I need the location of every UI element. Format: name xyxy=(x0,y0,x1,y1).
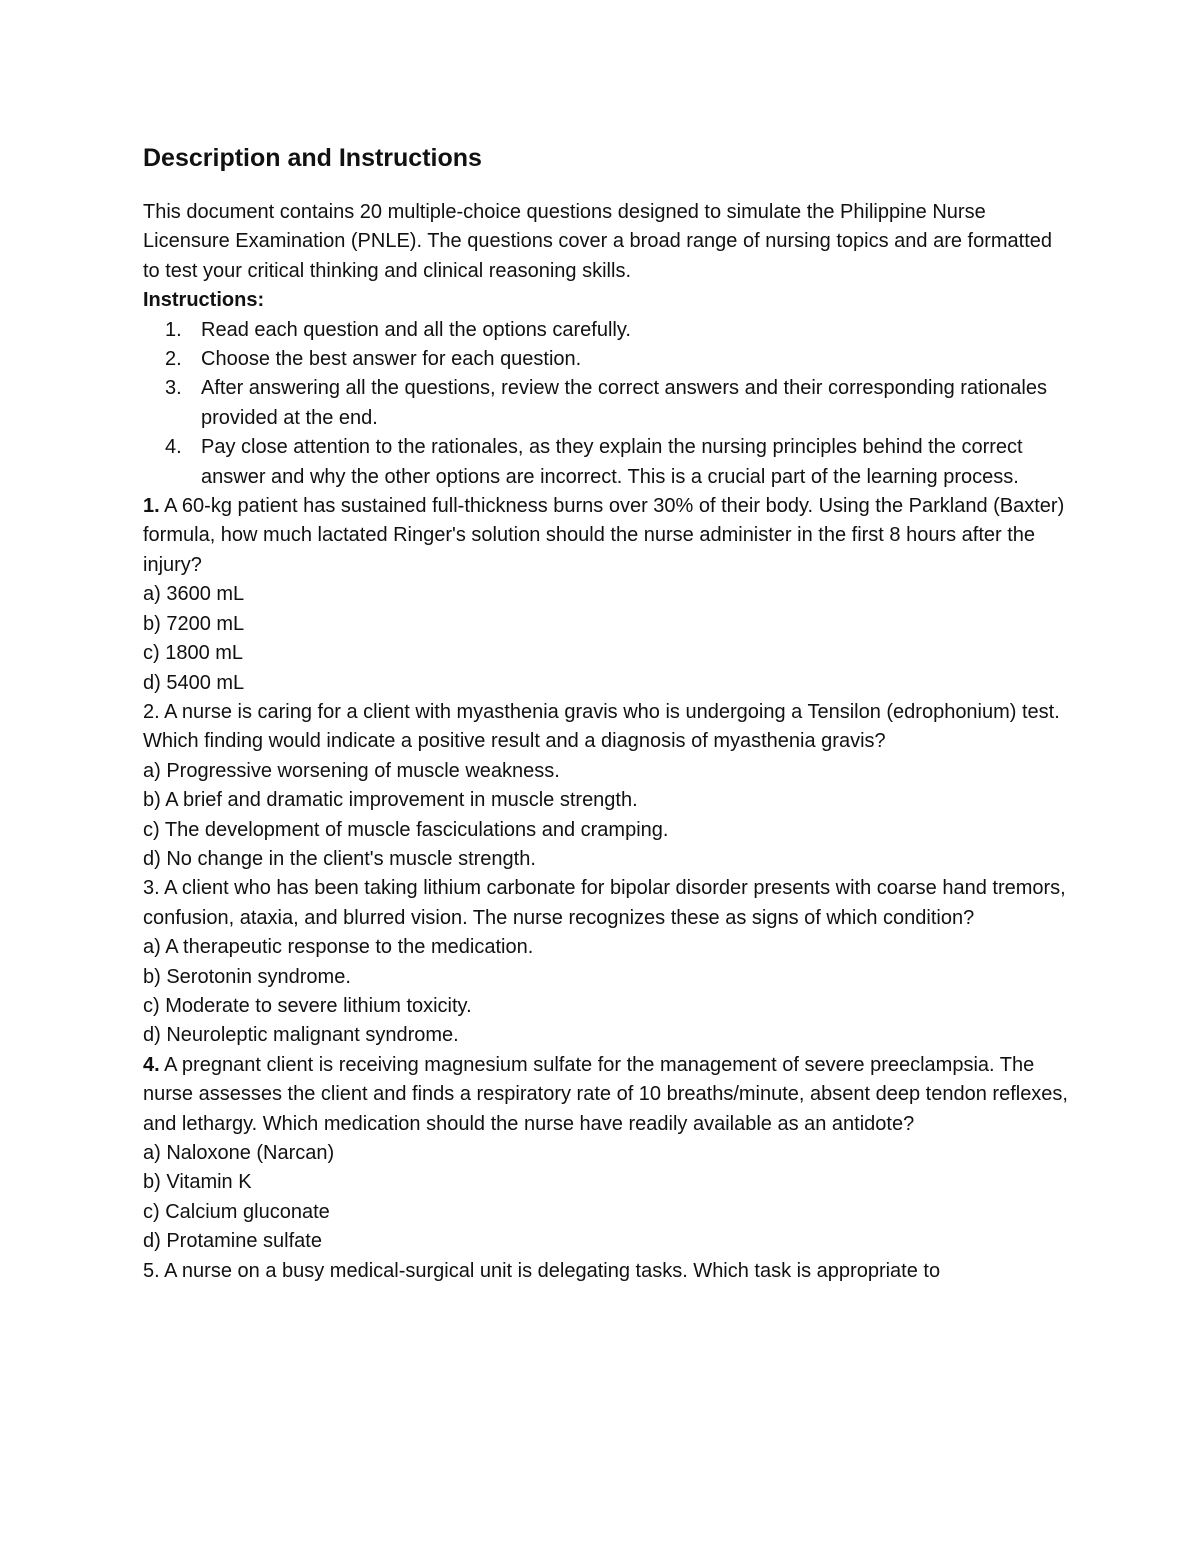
question-block xyxy=(143,1051,1073,1257)
instruction-item xyxy=(143,316,1073,345)
answer-option: c) The development of muscle fasciculations and cramping. xyxy=(143,818,669,841)
instruction-number: 3. xyxy=(165,377,182,400)
instruction-text: After answering all the questions, review the correct answers and their corresponding rationales provided at the end. xyxy=(201,377,1047,429)
question-block xyxy=(143,698,1073,874)
instruction-item xyxy=(143,433,1073,492)
instruction-text: Choose the best answer for each question. xyxy=(201,348,582,371)
question-number: 1. xyxy=(143,495,160,518)
instruction-text: Pay close attention to the rationales, as they explain the nursing principles behind the correct answer and why the other options are incorrect. This is a crucial part of the learning process. xyxy=(201,436,1023,488)
question-stem xyxy=(143,698,1073,757)
answer-option: d) No change in the client's muscle strength. xyxy=(143,847,536,870)
answer-option: a) 3600 mL xyxy=(143,583,245,606)
instruction-number: 4. xyxy=(165,436,182,459)
question-number: 3. xyxy=(143,877,160,900)
answer-option: b) A brief and dramatic improvement in muscle strength. xyxy=(143,789,638,812)
question-text: A 60-kg patient has sustained full-thickness burns over 30% of their body. Using the Parkland (Baxter) formula, how much lactated Ringer's solution should the nurse administer in the first 8 hours after the injury? xyxy=(143,495,1065,576)
question-block xyxy=(143,1257,1073,1286)
instructions-label: Instructions: xyxy=(143,289,265,312)
answer-option: a) Naloxone (Narcan) xyxy=(143,1142,335,1164)
question-text: A nurse on a busy medical-surgical unit is delegating tasks. Which task is appropriate to xyxy=(159,1259,941,1282)
question-stem xyxy=(143,874,1073,933)
page-title: Description and Instructions xyxy=(143,144,482,172)
answer-option: c) 1800 mL xyxy=(143,642,244,665)
intro-paragraph: This document contains 20 multiple-choice questions designed to simulate the Philippine Nurse Licensure Examination (PNLE). The questions cover a broad range of nursing topics and are formatted to test your critical thinking and clinical reasoning skills. xyxy=(143,201,1053,282)
question-text: A pregnant client is receiving magnesium sulfate for the management of severe preeclampsia. The nurse assesses the client and finds a respiratory rate of 10 breaths/minute, absent deep tendon reflexes, and lethargy. Which medication should the nurse have readily available as an antidote? xyxy=(143,1053,1068,1135)
question-number: 2. xyxy=(143,700,160,723)
answer-option: d) 5400 mL xyxy=(143,671,245,694)
question-number: 4. xyxy=(143,1053,160,1076)
instruction-number: 1. xyxy=(165,318,182,341)
answer-option: b) Vitamin K xyxy=(143,1171,252,1194)
answer-option: c) Moderate to severe lithium toxicity. xyxy=(143,994,472,1017)
instruction-item xyxy=(143,374,1073,433)
instructions-list xyxy=(143,316,1073,492)
instruction-text: Read each question and all the options carefully. xyxy=(201,318,631,341)
answer-option: c) Calcium gluconate xyxy=(143,1200,330,1223)
answer-option: d) Neuroleptic malignant syndrome. xyxy=(143,1024,459,1047)
answer-option: a) Progressive worsening of muscle weakness. xyxy=(143,759,560,782)
answer-option: d) Protamine sulfate xyxy=(143,1230,322,1253)
answer-option: b) 7200 mL xyxy=(143,612,245,635)
question-text: A client who has been taking lithium carbonate for bipolar disorder presents with coarse hand tremors, confusion, ataxia, and blurred vision. The nurse recognizes these as signs of which condition? xyxy=(143,877,1066,929)
answer-option: b) Serotonin syndrome. xyxy=(143,965,351,988)
question-stem xyxy=(143,1257,1073,1286)
instruction-item xyxy=(143,345,1073,374)
question-stem xyxy=(143,1051,1073,1139)
question-number: 5. xyxy=(143,1259,160,1282)
question-block xyxy=(143,874,1073,1050)
question-block xyxy=(143,492,1073,698)
answer-option: a) A therapeutic response to the medication. xyxy=(143,936,534,959)
document-page xyxy=(143,140,1073,1286)
question-text: A nurse is caring for a client with myasthenia gravis who is undergoing a Tensilon (edrophonium) test. Which finding would indicate a positive result and a diagnosis of myasthenia gravis? xyxy=(143,700,1060,753)
question-stem xyxy=(143,492,1073,580)
instruction-number: 2. xyxy=(165,348,182,371)
